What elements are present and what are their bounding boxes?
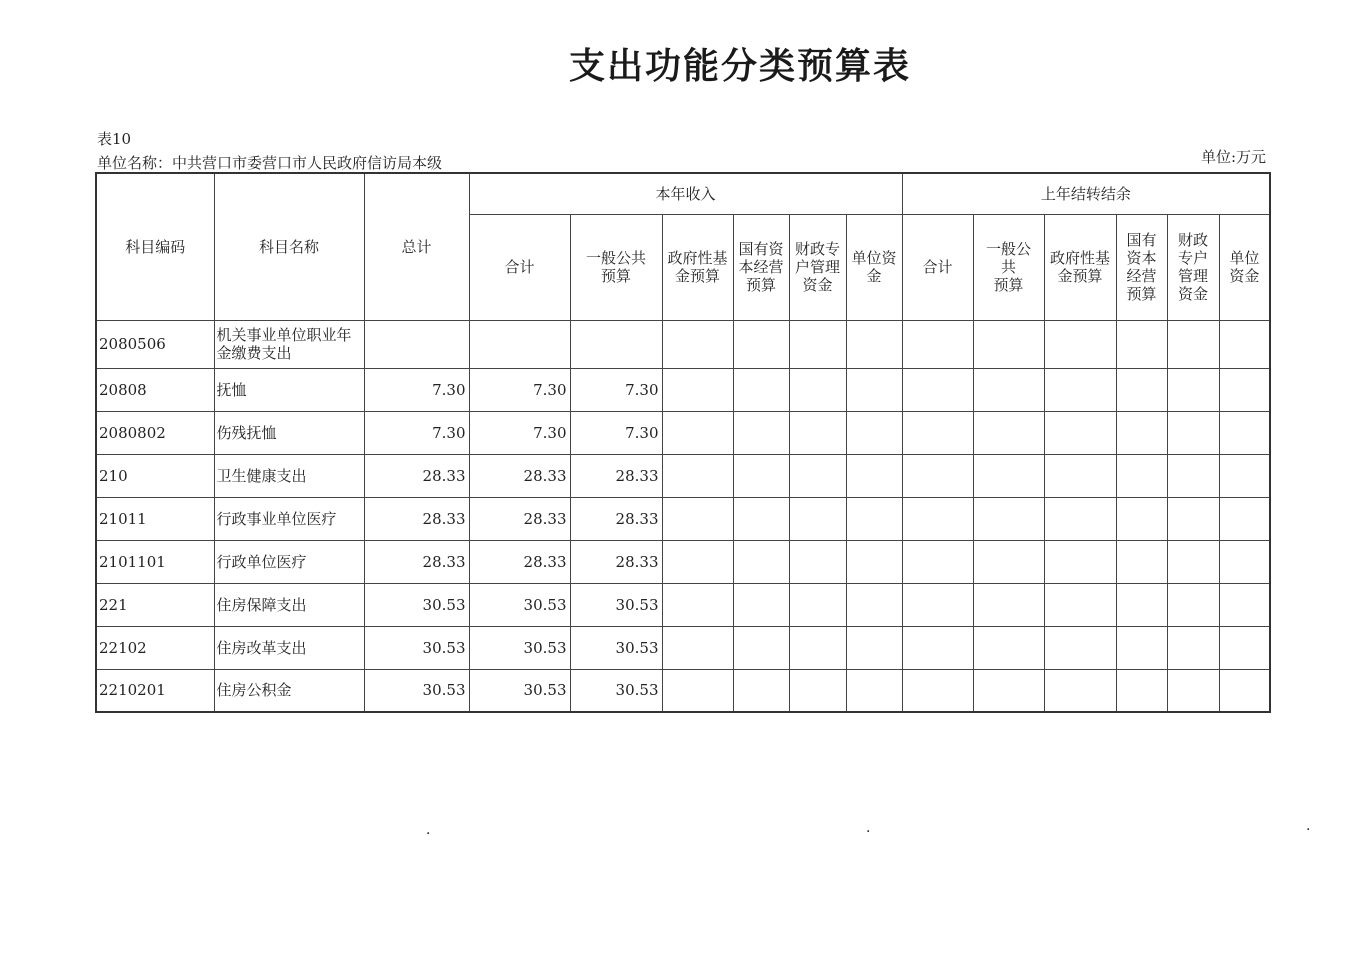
cell-current-general: 28.33 [570,454,662,497]
cell-code: 221 [96,583,214,626]
cell-empty [846,497,902,540]
cell-empty [902,583,973,626]
cell-empty [1167,368,1219,411]
cell-empty [902,669,973,712]
header-carryover-col: 单位 资金 [1219,214,1270,320]
header-carryover-col: 政府性基 金预算 [1044,214,1116,320]
unit-name: 单位名称：中共营口市委营口市人民政府信访局本级 [97,154,443,172]
cell-empty [1219,411,1270,454]
cell-current-general [570,320,662,368]
cell-current-sum: 28.33 [469,497,570,540]
cell-empty [733,626,789,669]
cell-empty [789,497,846,540]
table-row [96,540,1270,583]
cell-code: 210 [96,454,214,497]
cell-name: 住房保障支出 [214,583,364,626]
cell-empty [789,411,846,454]
cell-empty [662,583,733,626]
table-row [96,583,1270,626]
cell-empty [973,540,1044,583]
cell-empty [733,320,789,368]
cell-code: 22102 [96,626,214,669]
header-current-col: 国有资 本经营 预算 [733,214,789,320]
header-total: 总计 [364,173,469,320]
table-body [96,320,1270,712]
cell-empty [1044,540,1116,583]
cell-total: 30.53 [364,583,469,626]
header-carryover-col: 财政 专户 管理 资金 [1167,214,1219,320]
cell-empty [789,368,846,411]
header-current-col: 合计 [469,214,570,320]
cell-empty [973,669,1044,712]
table-row [96,368,1270,411]
cell-empty [662,454,733,497]
cell-empty [662,411,733,454]
cell-empty [902,368,973,411]
cell-current-sum: 30.53 [469,626,570,669]
cell-empty [902,540,973,583]
cell-empty [1044,411,1116,454]
cell-current-sum [469,320,570,368]
cell-empty [846,454,902,497]
cell-empty [662,669,733,712]
cell-name: 行政单位医疗 [214,540,364,583]
cell-empty [1219,454,1270,497]
cell-current-general: 7.30 [570,411,662,454]
cell-empty [1116,497,1167,540]
cell-empty [1167,540,1219,583]
cell-empty [1116,669,1167,712]
cell-total: 7.30 [364,411,469,454]
cell-empty [733,454,789,497]
cell-empty [1167,411,1219,454]
header-current-col: 单位资 金 [846,214,902,320]
cell-empty [902,626,973,669]
cell-name: 住房公积金 [214,669,364,712]
cell-empty [789,669,846,712]
cell-empty [1116,411,1167,454]
table-row [96,411,1270,454]
cell-empty [1116,320,1167,368]
cell-code: 2101101 [96,540,214,583]
cell-current-general: 28.33 [570,497,662,540]
cell-empty [662,320,733,368]
cell-name: 行政事业单位医疗 [214,497,364,540]
table-row [96,497,1270,540]
cell-empty [733,540,789,583]
cell-empty [1044,497,1116,540]
cell-empty [1116,583,1167,626]
cell-empty [1116,626,1167,669]
cell-empty [902,497,973,540]
header-current-year-income: 本年收入 [469,173,902,214]
cell-empty [1044,320,1116,368]
cell-empty [662,626,733,669]
header-code: 科目编码 [96,173,214,320]
cell-name: 伤残抚恤 [214,411,364,454]
cell-empty [662,497,733,540]
cell-empty [789,540,846,583]
cell-empty [846,583,902,626]
cell-empty [973,454,1044,497]
cell-empty [789,454,846,497]
header-carryover-col: 一般公 共 预算 [973,214,1044,320]
cell-empty [973,411,1044,454]
cell-empty [1116,454,1167,497]
cell-current-sum: 7.30 [469,411,570,454]
header-current-col: 政府性基 金预算 [662,214,733,320]
header-name: 科目名称 [214,173,364,320]
cell-current-sum: 30.53 [469,583,570,626]
cell-empty [1116,368,1167,411]
cell-total: 28.33 [364,540,469,583]
cell-empty [789,626,846,669]
cell-empty [973,320,1044,368]
cell-empty [1219,368,1270,411]
budget-table [95,172,1271,713]
header-carryover-col: 合计 [902,214,973,320]
table-row [96,669,1270,712]
cell-empty [1219,583,1270,626]
cell-total: 30.53 [364,626,469,669]
cell-total: 28.33 [364,454,469,497]
table-row [96,454,1270,497]
cell-empty [973,626,1044,669]
cell-empty [1167,669,1219,712]
cell-empty [1219,626,1270,669]
cell-empty [1044,669,1116,712]
cell-empty [733,497,789,540]
cell-name: 卫生健康支出 [214,454,364,497]
cell-current-sum: 30.53 [469,669,570,712]
cell-empty [1219,669,1270,712]
cell-empty [662,368,733,411]
cell-empty [1116,540,1167,583]
cell-empty [1167,583,1219,626]
cell-current-sum: 28.33 [469,454,570,497]
cell-empty [662,540,733,583]
table-row [96,320,1270,368]
header-carryover-col: 国有 资本 经营 预算 [1116,214,1167,320]
cell-empty [1219,540,1270,583]
cell-total: 30.53 [364,669,469,712]
cell-name: 机关事业单位职业年金缴费支出 [214,320,364,368]
cell-empty [846,540,902,583]
cell-current-general: 30.53 [570,669,662,712]
cell-code: 2080506 [96,320,214,368]
table-number: 表10 [97,130,132,148]
cell-total [364,320,469,368]
unit-label: 单位:万元 [1200,148,1266,166]
page-title: 支出功能分类预算表 [568,45,911,87]
cell-empty [1167,320,1219,368]
cell-empty [1167,626,1219,669]
cell-current-sum: 7.30 [469,368,570,411]
cell-total: 7.30 [364,368,469,411]
scan-dot: · [866,824,871,840]
cell-empty [789,583,846,626]
scan-dot: · [426,826,431,842]
cell-empty [846,368,902,411]
cell-empty [1044,368,1116,411]
cell-code: 2210201 [96,669,214,712]
cell-empty [902,320,973,368]
cell-empty [733,583,789,626]
cell-current-general: 7.30 [570,368,662,411]
header-current-col: 一般公共 预算 [570,214,662,320]
cell-current-general: 30.53 [570,583,662,626]
cell-total: 28.33 [364,497,469,540]
cell-code: 2080802 [96,411,214,454]
cell-empty [1044,583,1116,626]
cell-empty [1167,497,1219,540]
header-carryover: 上年结转结余 [902,173,1270,214]
cell-empty [973,497,1044,540]
cell-code: 21011 [96,497,214,540]
cell-name: 抚恤 [214,368,364,411]
cell-empty [733,669,789,712]
cell-name: 住房改革支出 [214,626,364,669]
cell-empty [1044,626,1116,669]
cell-current-sum: 28.33 [469,540,570,583]
cell-empty [902,454,973,497]
scan-dot: · [1306,822,1311,838]
cell-current-general: 30.53 [570,626,662,669]
cell-empty [902,411,973,454]
cell-empty [1219,320,1270,368]
cell-empty [973,583,1044,626]
cell-empty [973,368,1044,411]
cell-empty [846,669,902,712]
cell-current-general: 28.33 [570,540,662,583]
cell-code: 20808 [96,368,214,411]
cell-empty [1219,497,1270,540]
table-row [96,626,1270,669]
header-current-col: 财政专 户管理 资金 [789,214,846,320]
cell-empty [1044,454,1116,497]
cell-empty [846,411,902,454]
cell-empty [1167,454,1219,497]
cell-empty [789,320,846,368]
cell-empty [846,320,902,368]
cell-empty [846,626,902,669]
cell-empty [733,411,789,454]
cell-empty [733,368,789,411]
